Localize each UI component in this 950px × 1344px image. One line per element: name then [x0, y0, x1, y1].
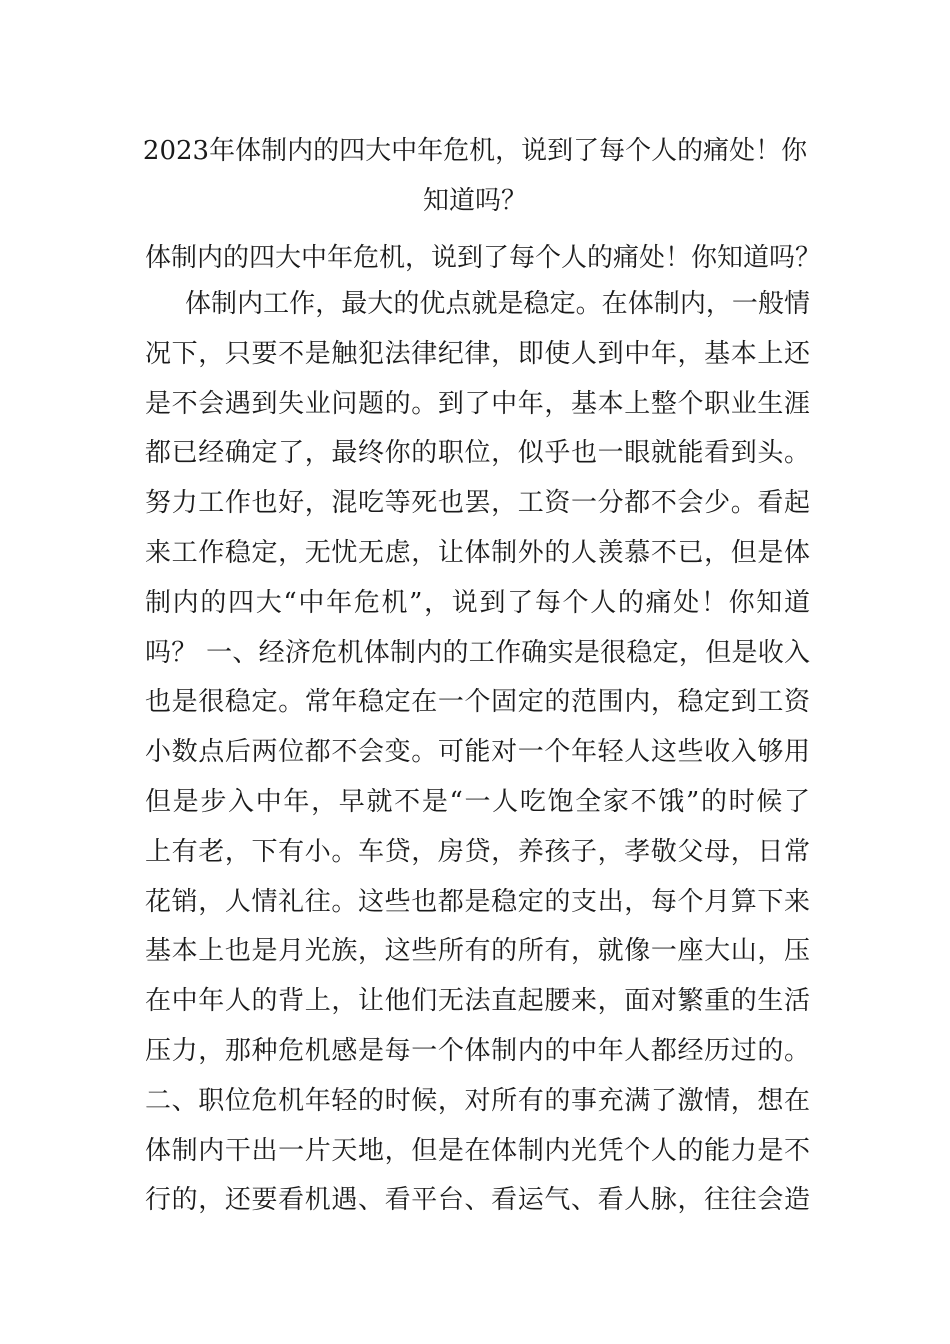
- document-subtitle: 体制内的四大中年危机，说到了每个人的痛处！你知道吗？: [145, 243, 822, 273]
- document-body: [145, 280, 810, 1226]
- body-line: 吗？ 一、经济危机体制内的工作确实是很稳定，但是收入: [145, 637, 810, 668]
- body-line: 二、职位危机年轻的时候，对所有的事充满了激情，想在: [145, 1085, 810, 1116]
- body-line: 努力工作也好，混吃等死也罢，工资一分都不会少。看起: [145, 488, 810, 519]
- body-line: 也是很稳定。常年稳定在一个固定的范围内，稳定到工资: [145, 687, 810, 718]
- body-line: 况下，只要不是触犯法律纪律，即使人到中年，基本上还: [145, 338, 810, 369]
- body-line: 但是步入中年，早就不是“一人吃饱全家不饿”的时候了: [145, 786, 810, 817]
- body-line: 体制内工作，最大的优点就是稳定。在体制内，一般情: [185, 289, 810, 319]
- body-line: 上有老，下有小。车贷，房贷，养孩子，孝敬父母，日常: [145, 836, 810, 867]
- body-line: 来工作稳定，无忧无虑，让体制外的人羡慕不已，但是体: [145, 537, 810, 568]
- body-line: 体制内干出一片天地，但是在体制内光凭个人的能力是不: [145, 1135, 810, 1166]
- body-line: 花销，人情礼往。这些也都是稳定的支出，每个月算下来: [145, 886, 810, 917]
- body-line: 是不会遇到失业问题的。到了中年，基本上整个职业生涯: [145, 388, 810, 419]
- body-line: 在中年人的背上，让他们无法直起腰来，面对繁重的生活: [145, 986, 810, 1017]
- body-line: 制内的四大“中年危机”，说到了每个人的痛处！你知道: [145, 587, 810, 618]
- document-title: 2023年体制内的四大中年危机，说到了每个人的痛处！你知道吗？: [142, 136, 808, 216]
- body-line: 小数点后两位都不会变。可能对一个年轻人这些收入够用: [145, 737, 810, 768]
- body-line: 行的，还要看机遇、看平台、看运气、看人脉，往往会造: [145, 1185, 810, 1216]
- body-line: 基本上也是月光族，这些所有的所有，就像一座大山，压: [145, 936, 810, 967]
- body-line: 都已经确定了，最终你的职位，似乎也一眼就能看到头。: [145, 438, 810, 469]
- body-line: 压力，那种危机感是每一个体制内的中年人都经历过的。: [145, 1035, 810, 1066]
